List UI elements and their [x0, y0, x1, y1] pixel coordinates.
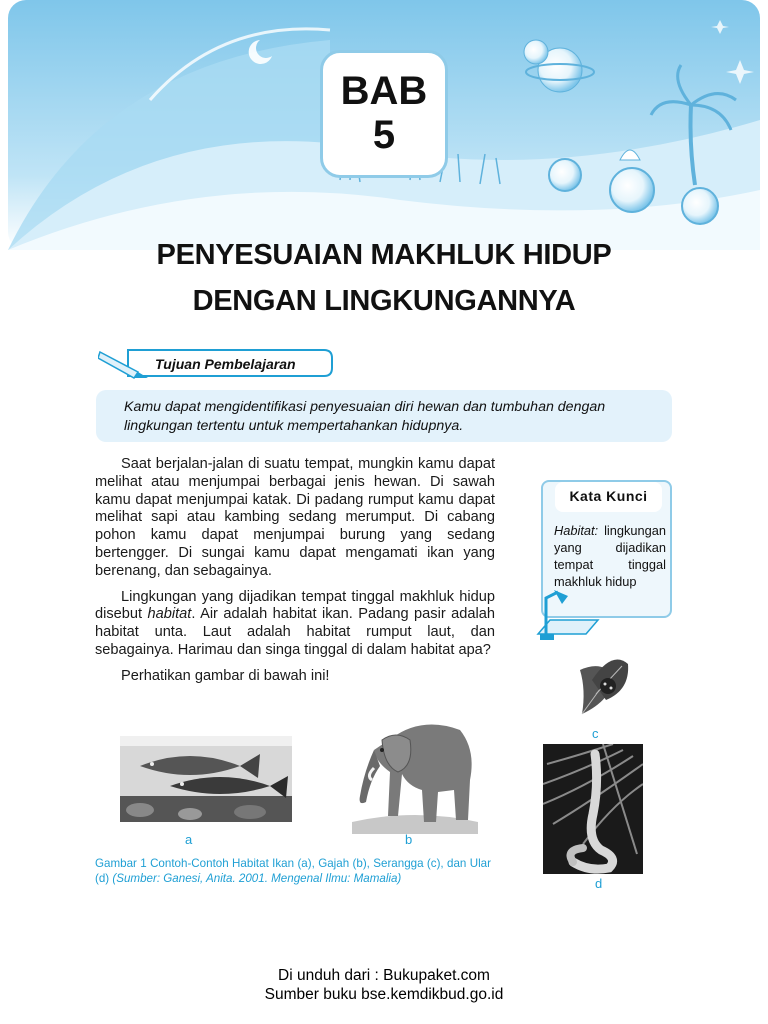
chapter-label: BAB [340, 69, 428, 113]
chapter-title [84, 232, 684, 324]
paragraph-3: Perhatikan gambar di bawah ini! [121, 667, 330, 684]
keyword-term: Habitat: [554, 523, 599, 538]
paragraph-2: Lingkungan yang dijadikan tempat tinggal makhluk hidup disebut habitat. Air adalah habitat ikan. Padang pasir adalah habitat unta. Laut adalah habitat rumput laut, dan sebagainya. Harimau dan singa tinggal di dalam habitat apa? [95, 588, 495, 658]
elephant-photo [352, 710, 478, 834]
objective-text: Kamu dapat mengidentifikasi penyesuaian diri hewan dan tumbuhan dengan lingkungan tertentu untuk mempertahankan hidupnya. [96, 390, 672, 442]
figure-label-c: c [592, 726, 599, 741]
objective-label: Tujuan Pembelajaran [155, 356, 296, 372]
body-text [95, 456, 495, 694]
ladybug-photo [572, 650, 632, 720]
chapter-title-line1: PENYESUAIAN MAKHLUK HIDUP [156, 239, 612, 271]
footer-download: Di unduh dari : Bukupaket.com [278, 967, 490, 984]
keyword-title: Kata Kunci [555, 482, 662, 512]
keyword-definition: Habitat: lingkungan yang dijadikan tempat tinggal makhluk hidup [554, 523, 666, 589]
fish-photo [120, 736, 292, 822]
chapter-title-line2: DENGAN LINGKUNGANNYA [192, 285, 576, 317]
figure-label-d: d [595, 876, 603, 891]
footer [0, 966, 768, 1004]
footer-source: Sumber buku bse.kemdikbud.go.id [264, 986, 504, 1003]
chapter-number: 5 [372, 113, 396, 157]
snake-photo [543, 744, 643, 874]
habitat-term: habitat [147, 606, 192, 623]
caption-source: (Sumber: Ganesi, Anita. 2001. Mengenal Ilmu: Mamalia) [112, 872, 402, 885]
chapter-badge [320, 50, 448, 178]
figure-label-a: a [185, 832, 193, 847]
paragraph-1: Saat berjalan-jalan di suatu tempat, mungkin kamu dapat melihat atau menjumpai berbagai jenis hewan. Di sawah kamu dapat menjumpai katak. Di padang rumput kamu dapat melihat sapi atau kambing sedang merumput. Di cabang pohon kamu dapat menjumpai burung yang sedang bertengger. Di sungai kamu dapat mengamati ikan yang berenang, dan sebagainya. [95, 456, 495, 579]
figure-caption: Gambar 1 Contoh-Contoh Habitat Ikan (a), Gajah (b), Serangga (c), dan Ular (d) (Sumber: Ganesi, Anita. 2001. Mengenal Ilmu: Mamalia) [95, 857, 491, 885]
desk-lamp-icon [536, 590, 606, 642]
figure-label-b: b [405, 832, 413, 847]
